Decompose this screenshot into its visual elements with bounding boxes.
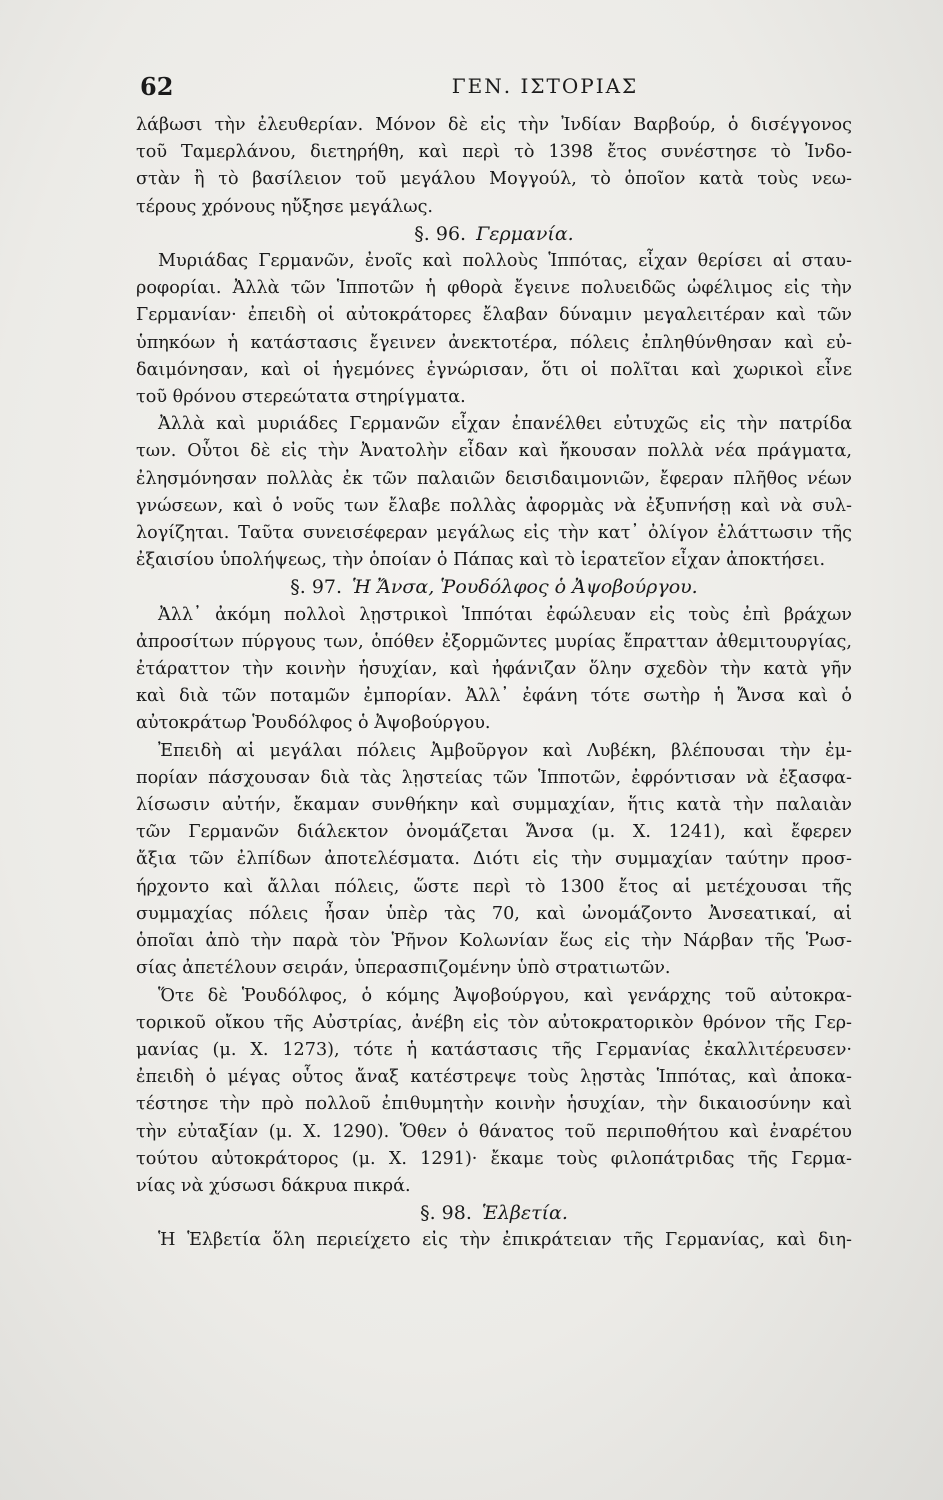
text-line: ήρχοντο καὶ ἄλλαι πόλεις, ὥστε περὶ τὸ 1300 ἔτος αἱ μετέχουσαι τῆς [136,876,852,897]
text-line: μανίας (μ. Χ. 1273), τότε ἡ κατάστασις τῆς Γερμανίας ἐκαλλιτέρευσεν· [136,1039,852,1060]
section-heading [136,574,852,601]
running-title: ΓΕΝ. ΙΣΤΟΡΙΑΣ [451,74,639,98]
text-line: Ὅτε δὲ Ῥουδόλφος, ὁ κόμης Ἀψοβούργου, καὶ γενάρχης τοῦ αὐτοκρα- [158,985,852,1006]
text-line: τούτου αὐτοκράτορος (μ. Χ. 1291)· ἔκαμε τοὺς φιλοπάτριδας τῆς Γερμα- [136,1148,852,1169]
section-title: Γερμανία. [476,222,574,245]
text-line: τέρους χρόνους ηὔξησε μεγάλως. [136,196,434,217]
text-line: σίας ἀπετέλουν σειράν, ὑπερασπιζομένην ὑπὸ στρατιωτῶν. [136,958,671,979]
text-line: Ἀλλὰ καὶ μυριάδες Γερμανῶν εἶχαν ἐπανέλθει εὐτυχῶς εἰς τὴν πατρίδα [158,414,852,435]
text-line: Μυριάδας Γερμανῶν, ἐνοῖς καὶ πολλοὺς Ἱππότας, εἶχαν θερίσει αἱ σταυ- [158,251,852,272]
paragraph [136,602,852,738]
text-line: τοῦ Ταμερλάνου, διετηρήθη, καὶ περὶ τὸ 1398 ἔτος συνέστησε τὸ Ἰνδο- [136,142,852,163]
paragraph [136,983,852,1201]
text-line: ἐλησμόνησαν πολλὰς ἐκ τῶν παλαιῶν δεισιδαιμονιῶν, ἔφεραν πλῆθος νέων [136,468,852,489]
text-line: Ἡ Ἑλβετία ὅλη περιείχετο εἰς τὴν ἐπικράτειαν τῆς Γερμανίας, καὶ διη- [158,1230,852,1251]
paragraph [136,248,852,411]
text-line: ἐπειδὴ ὁ μέγας οὗτος ἄναξ κατέστρεψε τοὺς λῃστὰς Ἱππότας, καὶ ἀποκα- [136,1067,852,1088]
section-number: §. 97. [290,576,343,599]
text-line: αὐτοκράτωρ Ῥουδόλφος ὁ Ἀψοβούργου. [136,713,491,734]
text-line: τὴν εὐταξίαν (μ. Χ. 1290). Ὅθεν ὁ θάνατος τοῦ περιποθήτου καὶ ἐναρέτου [136,1121,852,1142]
paragraph [136,411,852,574]
text-line: ἐτάραττον τὴν κοινὴν ἡσυχίαν, καὶ ἠφάνιζαν ὅλην σχεδὸν τὴν κατὰ γῆν [136,659,852,680]
text-line: Ἀλλ᾽ ἀκόμη πολλοὶ λῃστρικοὶ Ἱππόται ἐφώλευαν εἰς τοὺς ἐπὶ βράχων [158,604,852,625]
page-number: 62 [140,72,174,101]
text-line: καὶ διὰ τῶν ποταμῶν ἐμπορίαν. Ἀλλ᾽ ἐφάνη τότε σωτὴρ ἡ Ἄνσα καὶ ὁ [136,686,852,707]
paragraph [136,738,852,983]
section-title: Ἡ Ἄνσα, Ῥουδόλφος ὁ Ἀψοβούργου. [352,576,698,599]
paragraph [136,112,852,221]
text-line: ὑπηκόων ἡ κατάστασις ἔγεινεν ἀνεκτοτέρα, πόλεις ἐπληθύνθησαν καὶ εὐ- [136,332,852,353]
section-heading [136,221,852,248]
text-line: ροφορίαι. Ἀλλὰ τῶν Ἱπποτῶν ἡ φθορὰ ἔγεινε πολυειδῶς ὠφέλιμος εἰς τὴν [136,278,852,299]
text-line: των. Οὗτοι δὲ εἰς τὴν Ἀνατολὴν εἶδαν καὶ ἤκουσαν πολλὰ νέα πράγματα, [136,441,852,462]
page-body [136,112,852,1255]
section-number: §. 96. [414,222,467,245]
paragraph [136,1227,852,1254]
text-line: λίσωσιν αὐτήν, ἔκαμαν συνθήκην καὶ συμμαχίαν, ἥτις κατὰ τὴν παλαιὰν [136,795,852,816]
text-line: ἐξαισίου ὑπολήψεως, τὴν ὁποίαν ὁ Πάπας καὶ τὸ ἱερατεῖον εἶχαν ἀποκτήσει. [136,550,826,571]
section-number: §. 98. [420,1202,472,1225]
text-line: ὁποῖαι ἀπὸ τὴν παρὰ τὸν Ῥῆνον Κολωνίαν ἕως εἰς τὴν Νάρβαν τῆς Ῥωσ- [136,931,852,952]
text-line: τορικοῦ οἴκου τῆς Αὐστρίας, ἀνέβη εἰς τὸν αὐτοκρατορικὸν θρόνον τῆς Γερ- [136,1012,852,1033]
text-line: τοῦ θρόνου στερεώτατα στηρίγματα. [136,387,466,408]
text-line: λογίζηται. Ταῦτα συνεισέφεραν μεγάλως εἰς τὴν κατ᾽ ὀλίγον ἐλάττωσιν τῆς [136,523,852,544]
text-line: γνώσεων, καὶ ὁ νοῦς των ἔλαβε πολλὰς ἀφορμὰς νὰ ἐξυπνήσῃ καὶ νὰ συλ- [136,495,852,516]
text-line: συμμαχίας πόλεις ἦσαν ὑπὲρ τὰς 70, καὶ ὠνομάζοντο Ἀνσεατικαί, αἱ [136,903,852,924]
text-line: λάβωσι τὴν ἐλευθερίαν. Μόνον δὲ εἰς τὴν Ἰνδίαν Βαρβούρ, ὁ δισέγγονος [136,115,852,135]
text-line: ἄξια τῶν ἐλπίδων ἀποτελέσματα. Διότι εἰς τὴν συμμαχίαν ταύτην προσ- [136,849,852,870]
text-line: τῶν Γερμανῶν διάλεκτον ὀνομάζεται Ἄνσα (μ. Χ. 1241), καὶ ἔφερεν [136,822,852,843]
text-line: Ἐπειδὴ αἱ μεγάλαι πόλεις Ἀμβοῦργον καὶ Λυβέκη, βλέπουσαι τὴν ἐμ- [158,740,852,761]
section-heading [136,1200,852,1227]
text-line: πορίαν πάσχουσαν διὰ τὰς λῃστείας τῶν Ἱπποτῶν, ἐφρόντισαν νὰ ἐξασφα- [136,767,852,788]
page-header [140,72,860,106]
section-title: Ἑλβετία. [481,1202,568,1225]
text-line: νίας νὰ χύσωσι δάκρυα πικρά. [136,1175,411,1196]
text-line: στὰν ἢ τὸ βασίλειον τοῦ μεγάλου Μογγούλ, τὸ ὁποῖον κατὰ τοὺς νεω- [136,169,852,190]
text-line: ἀπροσίτων πύργους των, ὁπόθεν ἐξορμῶντες μυρίας ἔπρατταν ἀθεμιτουργίας, [136,631,852,652]
text-line: Γερμανίαν· ἐπειδὴ οἱ αὐτοκράτορες ἔλαβαν δύναμιν μεγαλειτέραν καὶ τῶν [136,305,852,326]
text-line: τέστησε τὴν πρὸ πολλοῦ ἐπιθυμητὴν κοινὴν ἡσυχίαν, τὴν δικαιοσύνην καὶ [136,1094,852,1115]
text-line: δαιμόνησαν, καὶ οἱ ἡγεμόνες ἐγνώρισαν, ὅτι οἱ πολῖται καὶ χωρικοὶ εἶνε [136,359,852,380]
